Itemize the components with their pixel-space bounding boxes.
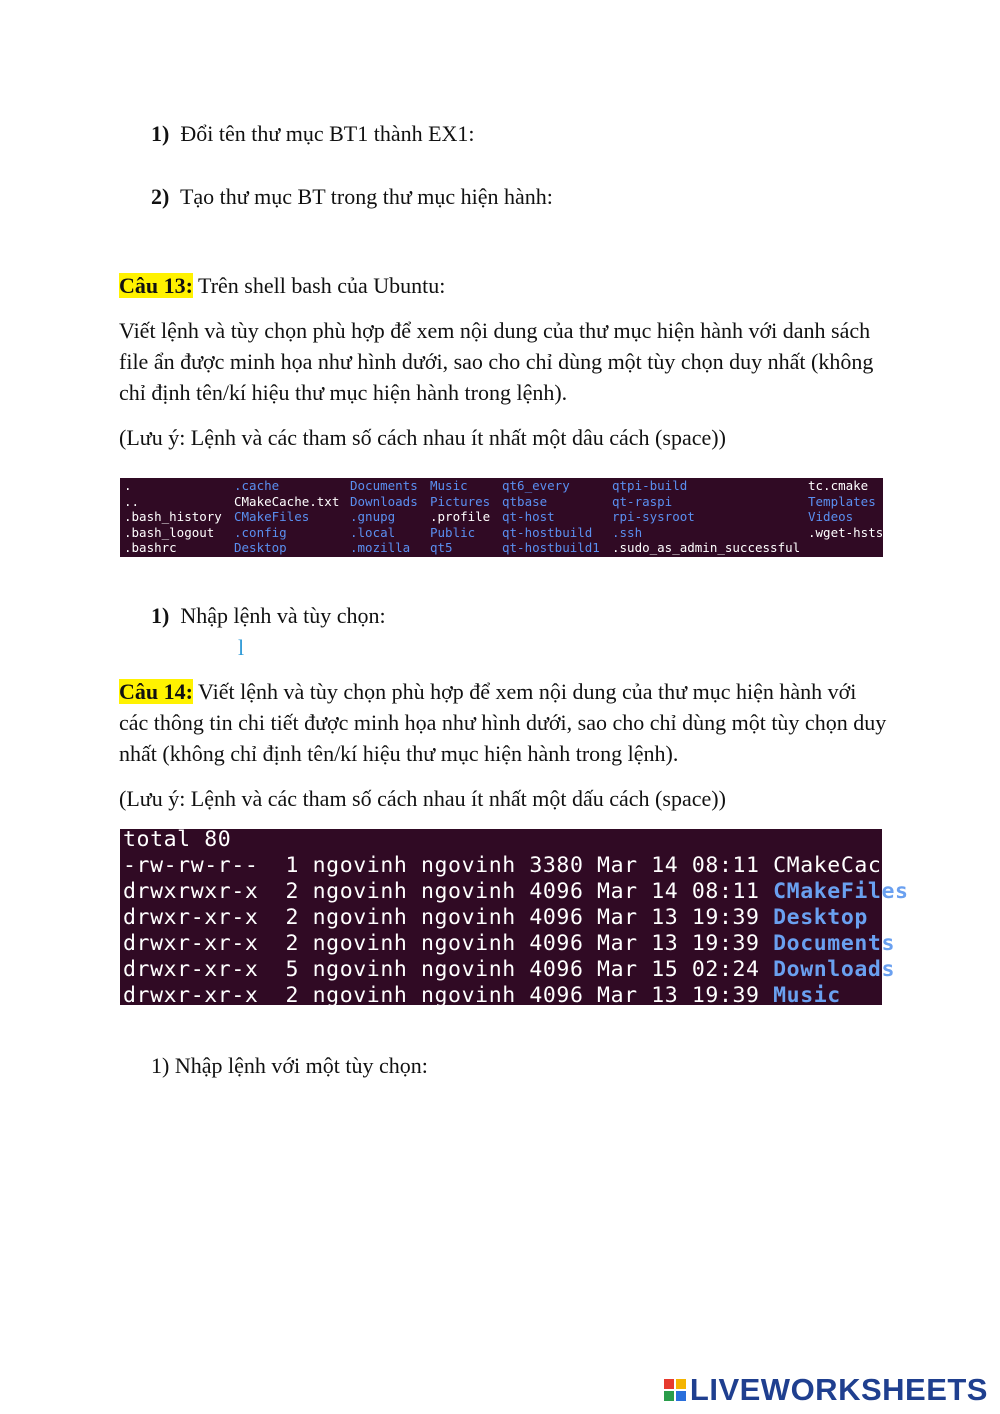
- terminal-row: [123, 905, 868, 931]
- terminal-entry: qt-raspi: [612, 493, 673, 509]
- question-14-note: (Lưu ý: Lệnh và các tham số cách nhau ít nhất một dấu cách (space)): [119, 786, 726, 811]
- item-number: 1): [151, 121, 170, 146]
- terminal-entry: .wget-hsts: [808, 524, 884, 540]
- terminal-row-filename: Documents: [773, 931, 896, 956]
- terminal-row-filename: Music: [773, 983, 841, 1008]
- logo-square: [676, 1391, 686, 1401]
- terminal-row: [123, 879, 909, 905]
- terminal-entry: qt-hostbuild: [502, 524, 593, 540]
- terminal-entry: .sudo_as_admin_successful: [612, 540, 801, 556]
- terminal-entry: CMakeFiles: [234, 509, 310, 525]
- list-item: [151, 600, 386, 631]
- terminal-entry: qtbase: [502, 493, 548, 509]
- terminal-entry: qt6_every: [502, 478, 570, 493]
- terminal-entry: Desktop: [234, 540, 287, 556]
- logo-square: [676, 1379, 686, 1389]
- terminal-entry: .cache: [234, 478, 280, 493]
- terminal-entry: .mozilla: [350, 540, 411, 556]
- terminal-row-meta: drwxr-xr-x 2 ngovinh ngovinh 4096 Mar 13 19:39: [123, 905, 774, 930]
- list-item: 1) Nhập lệnh với một tùy chọn:: [151, 1053, 428, 1078]
- terminal-entry: qt5: [430, 540, 453, 556]
- terminal-entry: qt-host: [502, 509, 555, 525]
- terminal-row-meta: drwxr-xr-x 2 ngovinh ngovinh 4096 Mar 13 19:39: [123, 931, 774, 956]
- terminal-entry: tc.cmake: [808, 478, 869, 493]
- terminal-row-filename: Downloads: [773, 957, 896, 982]
- logo-square: [664, 1379, 674, 1389]
- item-text: Tạo thư mục BT trong thư mục hiện hành:: [179, 184, 553, 209]
- terminal-entry: qtpi-build: [612, 478, 688, 493]
- terminal-entry: Public: [430, 524, 476, 540]
- terminal-row-meta: drwxr-xr-x 5 ngovinh ngovinh 4096 Mar 15 02:24: [123, 957, 774, 982]
- item-number: 1): [151, 603, 170, 628]
- terminal-entry: CMakeCache.txt: [234, 493, 340, 509]
- terminal-entry: .: [124, 478, 132, 493]
- terminal-entry: Pictures: [430, 493, 491, 509]
- question-13-body: Viết lệnh và tùy chọn phù hợp để xem nội dung của thư mục hiện hành với danh sách file ẩn được minh họa như hình dưới, sao cho chỉ dùng một tùy chọn duy nhất (không chỉ định tên/kí hiệu thư mục hiện hành trong lệnh).: [119, 318, 874, 405]
- liveworksheets-logo[interactable]: [664, 1373, 988, 1407]
- logo-wordmark: LIVEWORKSHEETS: [689, 1372, 988, 1407]
- terminal-row-filename: CMakeFiles: [773, 879, 909, 904]
- terminal-row: [123, 853, 963, 879]
- terminal-entry: .ssh: [612, 524, 643, 540]
- terminal-row: [123, 983, 841, 1009]
- terminal-entry: .profile: [430, 509, 491, 525]
- list-item: [151, 181, 553, 212]
- terminal-entry: .config: [234, 524, 287, 540]
- terminal-total-line: total 80: [123, 827, 232, 852]
- list-item: [151, 118, 475, 149]
- answer-input[interactable]: l: [238, 635, 245, 660]
- question-13-note: (Lưu ý: Lệnh và các tham số cách nhau ít nhất một dâu cách (space)): [119, 425, 726, 450]
- terminal-entry: Videos: [808, 509, 854, 525]
- terminal-row: [123, 957, 895, 983]
- terminal-entry: Music: [430, 478, 468, 493]
- terminal-entry: .bash_history: [124, 509, 222, 525]
- item-number: 2): [151, 184, 170, 209]
- item-text: Đổi tên thư mục BT1 thành EX1:: [180, 121, 475, 146]
- terminal-entry: rpi-sysroot: [612, 509, 695, 525]
- terminal-screenshot-ls-a: [120, 478, 883, 557]
- terminal-entry: .gnupg: [350, 509, 396, 525]
- question-text: Viết lệnh và tùy chọn phù hợp để xem nội dung của thư mục hiện hành với các thông tin chi tiết được minh họa như hình dưới, sao cho chỉ dùng một tùy chọn duy nhất (không chỉ định tên/kí hiệu thư mục hiện hành trong lệnh).: [119, 679, 887, 766]
- terminal-entry: Downloads: [350, 493, 418, 509]
- question-14-body: [119, 676, 889, 769]
- terminal-entry: .bashrc: [124, 540, 177, 556]
- terminal-entry: Templates: [808, 493, 876, 509]
- logo-square: [664, 1391, 674, 1401]
- terminal-entry: ..: [124, 493, 140, 509]
- terminal-screenshot-ls-l: [120, 827, 963, 1008]
- logo-icon: [664, 1379, 686, 1401]
- question-label: Câu 13:: [119, 273, 193, 298]
- terminal-row-meta: -rw-rw-r-- 1 ngovinh ngovinh 3380 Mar 14 08:11: [123, 853, 774, 878]
- question-title: Trên shell bash của Ubuntu:: [192, 273, 446, 298]
- terminal-entry: qt-hostbuild1: [502, 540, 600, 556]
- terminal-row: [123, 931, 895, 957]
- terminal-row-meta: drwxrwxr-x 2 ngovinh ngovinh 4096 Mar 14 08:11: [123, 879, 774, 904]
- item-text: Nhập lệnh và tùy chọn:: [180, 603, 386, 628]
- terminal-row-filename: Desktop: [773, 905, 868, 930]
- terminal-entry: Documents: [350, 478, 418, 493]
- terminal-row-meta: drwxr-xr-x 2 ngovinh ngovinh 4096 Mar 13 19:39: [123, 983, 774, 1008]
- terminal-entry: .bash_logout: [124, 524, 215, 540]
- terminal-row-filename: CMakeCache.txt: [773, 853, 963, 878]
- question-13-heading: [119, 270, 445, 301]
- terminal-entry: .local: [350, 524, 396, 540]
- question-label: Câu 14:: [119, 679, 193, 704]
